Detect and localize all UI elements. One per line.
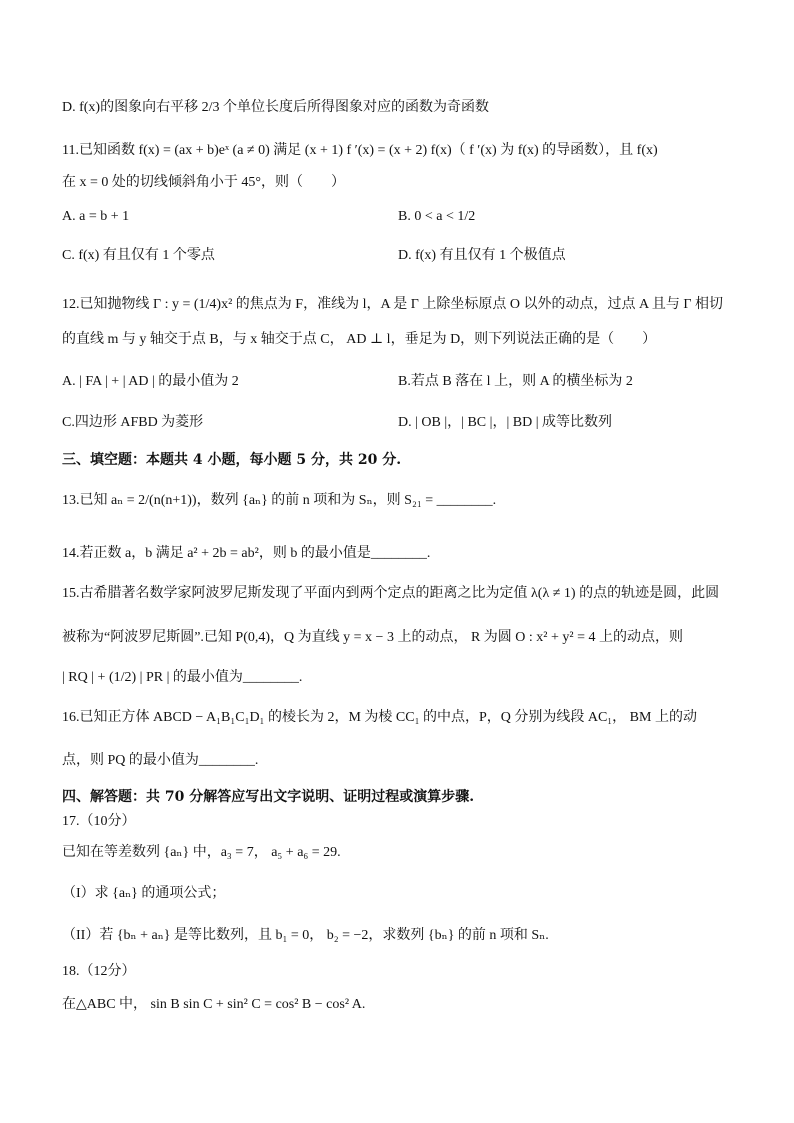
question-15-line-3: | RQ | + (1/2) | PR | 的最小值为________. xyxy=(62,670,303,685)
q11-option-a: A. a = b + 1 xyxy=(62,209,130,224)
question-17-header: 17.（10分） xyxy=(62,814,136,829)
question-12-line-1: 12.已知抛物线 Γ : y = (1/4)x² 的焦点为 F，准线为 l，A 是 Γ 上除坐标原点 O 以外的动点，过点 A 且与 Γ 相切 xyxy=(62,297,723,312)
question-16-line-1: 16.已知正方体 ABCD − A₁B₁C₁D₁ 的棱长为 2，M 为棱 CC₁ 的中点，P，Q 分别为线段 AC₁， BM 上的动 xyxy=(62,710,697,725)
question-15-line-2: 被称为“阿波罗尼斯圆”.已知 P(0,4)，Q 为直线 y = x − 3 上的动点， R 为圆 O : x² + y² = 4 上的动点，则 xyxy=(62,630,683,645)
question-17-part-2: （II）若 {bₙ + aₙ} 是等比数列，且 b₁ = 0， b₂ = −2，求数列 {bₙ} 的前 n 项和 Sₙ. xyxy=(62,928,549,943)
question-18-header: 18.（12分） xyxy=(62,964,136,979)
question-14: 14.若正数 a，b 满足 a² + 2b = ab²，则 b 的最小值是________. xyxy=(62,546,431,561)
question-11-line-2: 在 x = 0 处的切线倾斜角小于 45°，则（ ） xyxy=(62,175,345,190)
option-d-q10: D. f(x)的图象向右平移 2/3 个单位长度后所得图象对应的函数为奇函数 xyxy=(62,100,489,115)
q12-option-c: C.四边形 AFBD 为菱形 xyxy=(62,415,204,430)
question-16-line-2: 点，则 PQ 的最小值为________. xyxy=(62,753,259,768)
question-12-line-2: 的直线 m 与 y 轴交于点 B，与 x 轴交于点 C， AD ⊥ l，垂足为 D，则下列说法正确的是（ ） xyxy=(62,332,657,347)
q12-option-d: D. | OB |，| BC |，| BD | 成等比数列 xyxy=(398,415,612,430)
q11-option-c: C. f(x) 有且仅有 1 个零点 xyxy=(62,248,215,263)
question-13: 13.已知 aₙ = 2/(n(n+1))，数列 {aₙ} 的前 n 项和为 Sₙ，则 S₂₁ = ________. xyxy=(62,493,497,508)
question-17-stem: 已知在等差数列 {aₙ} 中，a₃ = 7， a₅ + a₆ = 29. xyxy=(62,845,341,860)
question-11-line-1: 11.已知函数 f(x) = (ax + b)eˣ (a ≠ 0) 满足 (x + 1) f ′(x) = (x + 2) f(x)（ f ′(x) 为 f(x) 的导函数），且 f(x) xyxy=(62,143,658,158)
question-15-line-1: 15.古希腊著名数学家阿波罗尼斯发现了平面内到两个定点的距离之比为定值 λ(λ ≠ 1) 的点的轨迹是圆，此圆 xyxy=(62,586,720,601)
q12-option-b: B.若点 B 落在 l 上，则 A 的横坐标为 2 xyxy=(398,374,633,389)
question-17-part-1: （I）求 {aₙ} 的通项公式； xyxy=(62,886,226,901)
question-18-stem: 在△ABC 中， sin B sin C + sin² C = cos² B − cos² A. xyxy=(62,997,366,1012)
q11-option-d: D. f(x) 有且仅有 1 个极值点 xyxy=(398,248,566,263)
section-3-heading: 三、填空题：本题共 4 小题，每小题 5 分，共 20 分. xyxy=(62,452,402,468)
q12-option-a: A. | FA | + | AD | 的最小值为 2 xyxy=(62,374,239,389)
q11-option-b: B. 0 < a < 1/2 xyxy=(398,209,476,224)
section-4-heading: 四、解答题：共 70 分解答应写出文字说明、证明过程或演算步骤. xyxy=(62,789,475,805)
